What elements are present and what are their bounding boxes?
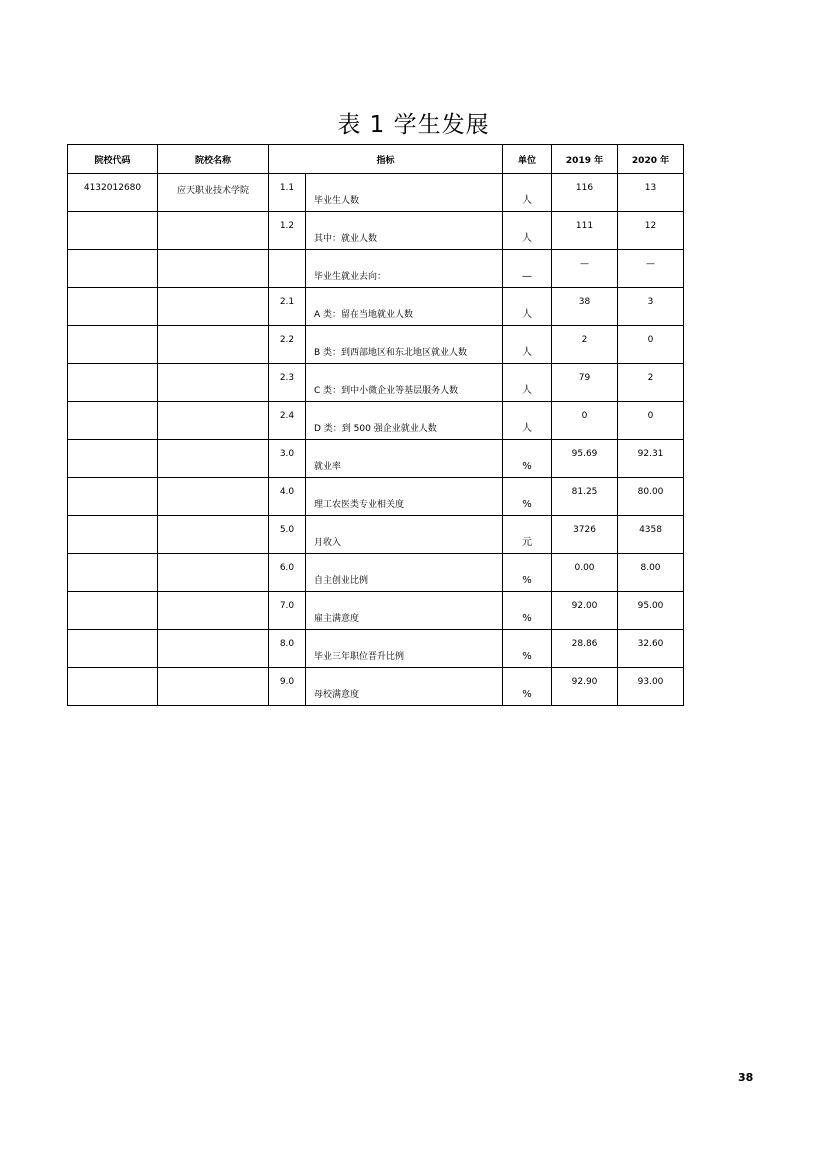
school-code-cell <box>68 288 158 326</box>
school-name-cell <box>158 516 269 554</box>
table-row <box>68 668 684 706</box>
student-development-table <box>67 144 684 706</box>
school-code-cell: 4132012680 <box>68 174 158 212</box>
value-2020-cell: 95.00 <box>618 592 684 630</box>
indicator-number-cell: 4.0 <box>269 478 306 516</box>
value-2019-cell: 0 <box>552 402 618 440</box>
table-row <box>68 364 684 402</box>
header-year-2019: 2019 年 <box>552 145 618 174</box>
indicator-number-cell: 8.0 <box>269 630 306 668</box>
unit-cell: % <box>503 630 552 668</box>
table-row <box>68 592 684 630</box>
school-name-cell <box>158 364 269 402</box>
header-year-2020: 2020 年 <box>618 145 684 174</box>
indicator-number-cell: 5.0 <box>269 516 306 554</box>
indicator-number-cell <box>269 250 306 288</box>
school-name-cell <box>158 478 269 516</box>
value-2019-cell: 116 <box>552 174 618 212</box>
table-row <box>68 630 684 668</box>
header-row <box>68 145 684 174</box>
indicator-name-cell: 雇主满意度 <box>306 592 503 630</box>
school-name-cell <box>158 288 269 326</box>
indicator-name-cell: 毕业三年职位晋升比例 <box>306 630 503 668</box>
school-code-cell <box>68 668 158 706</box>
value-2020-cell: 93.00 <box>618 668 684 706</box>
school-code-cell <box>68 326 158 364</box>
value-2020-cell: — <box>618 250 684 288</box>
header-indicator: 指标 <box>269 145 503 174</box>
school-name-cell: 应天职业技术学院 <box>158 174 269 212</box>
value-2019-cell: 3726 <box>552 516 618 554</box>
table-row <box>68 212 684 250</box>
value-2020-cell: 13 <box>618 174 684 212</box>
value-2020-cell: 12 <box>618 212 684 250</box>
table-row <box>68 326 684 364</box>
indicator-number-cell: 2.3 <box>269 364 306 402</box>
unit-cell: 人 <box>503 212 552 250</box>
table-row <box>68 288 684 326</box>
indicator-number-cell: 2.4 <box>269 402 306 440</box>
school-name-cell <box>158 212 269 250</box>
indicator-name-cell: 自主创业比例 <box>306 554 503 592</box>
school-name-cell <box>158 630 269 668</box>
indicator-name-cell: 理工农医类专业相关度 <box>306 478 503 516</box>
indicator-name-cell: B 类：到西部地区和东北地区就业人数 <box>306 326 503 364</box>
indicator-number-cell: 9.0 <box>269 668 306 706</box>
indicator-name-cell: 母校满意度 <box>306 668 503 706</box>
school-code-cell <box>68 516 158 554</box>
unit-cell: 人 <box>503 326 552 364</box>
school-code-cell <box>68 478 158 516</box>
value-2019-cell: 111 <box>552 212 618 250</box>
unit-cell: % <box>503 668 552 706</box>
value-2020-cell: 80.00 <box>618 478 684 516</box>
school-code-cell <box>68 554 158 592</box>
value-2019-cell: 2 <box>552 326 618 364</box>
value-2019-cell: 81.25 <box>552 478 618 516</box>
school-code-cell <box>68 592 158 630</box>
value-2019-cell: 92.90 <box>552 668 618 706</box>
value-2019-cell: 28.86 <box>552 630 618 668</box>
school-code-cell <box>68 364 158 402</box>
school-code-cell <box>68 630 158 668</box>
value-2019-cell: 79 <box>552 364 618 402</box>
indicator-number-cell: 7.0 <box>269 592 306 630</box>
school-code-cell <box>68 402 158 440</box>
value-2020-cell: 4358 <box>618 516 684 554</box>
indicator-name-cell: 月收入 <box>306 516 503 554</box>
header-school-code: 院校代码 <box>68 145 158 174</box>
indicator-name-cell: 毕业生就业去向： <box>306 250 503 288</box>
page-number: 38 <box>738 1071 754 1084</box>
value-2019-cell: 92.00 <box>552 592 618 630</box>
table-row <box>68 478 684 516</box>
value-2020-cell: 2 <box>618 364 684 402</box>
value-2020-cell: 0 <box>618 326 684 364</box>
header-school-name: 院校名称 <box>158 145 269 174</box>
school-code-cell <box>68 440 158 478</box>
school-code-cell <box>68 212 158 250</box>
unit-cell: % <box>503 478 552 516</box>
table-row <box>68 516 684 554</box>
school-name-cell <box>158 326 269 364</box>
value-2019-cell: 95.69 <box>552 440 618 478</box>
value-2020-cell: 92.31 <box>618 440 684 478</box>
value-2019-cell: 38 <box>552 288 618 326</box>
school-name-cell <box>158 554 269 592</box>
table-row <box>68 554 684 592</box>
table-row <box>68 440 684 478</box>
indicator-number-cell: 3.0 <box>269 440 306 478</box>
table-row <box>68 250 684 288</box>
value-2019-cell: 0.00 <box>552 554 618 592</box>
table-title: 表 1 学生发展 <box>337 112 490 138</box>
unit-cell: 元 <box>503 516 552 554</box>
unit-cell: % <box>503 592 552 630</box>
indicator-name-cell: D 类：到 500 强企业就业人数 <box>306 402 503 440</box>
school-name-cell <box>158 668 269 706</box>
unit-cell: 人 <box>503 174 552 212</box>
unit-cell: 人 <box>503 288 552 326</box>
indicator-name-cell: C 类：到中小微企业等基层服务人数 <box>306 364 503 402</box>
school-name-cell <box>158 402 269 440</box>
table-row <box>68 174 684 212</box>
indicator-number-cell: 6.0 <box>269 554 306 592</box>
unit-cell: % <box>503 554 552 592</box>
indicator-name-cell: 毕业生人数 <box>306 174 503 212</box>
unit-cell: % <box>503 440 552 478</box>
indicator-number-cell: 1.2 <box>269 212 306 250</box>
indicator-number-cell: 2.2 <box>269 326 306 364</box>
unit-cell: 人 <box>503 402 552 440</box>
indicator-number-cell: 1.1 <box>269 174 306 212</box>
header-unit: 单位 <box>503 145 552 174</box>
unit-cell: 人 <box>503 364 552 402</box>
indicator-name-cell: 就业率 <box>306 440 503 478</box>
school-name-cell <box>158 250 269 288</box>
unit-cell: — <box>503 250 552 288</box>
table-row <box>68 402 684 440</box>
value-2020-cell: 3 <box>618 288 684 326</box>
indicator-number-cell: 2.1 <box>269 288 306 326</box>
school-name-cell <box>158 440 269 478</box>
school-name-cell <box>158 592 269 630</box>
value-2019-cell: — <box>552 250 618 288</box>
value-2020-cell: 8.00 <box>618 554 684 592</box>
indicator-name-cell: A 类：留在当地就业人数 <box>306 288 503 326</box>
value-2020-cell: 0 <box>618 402 684 440</box>
value-2020-cell: 32.60 <box>618 630 684 668</box>
indicator-name-cell: 其中：就业人数 <box>306 212 503 250</box>
school-code-cell <box>68 250 158 288</box>
